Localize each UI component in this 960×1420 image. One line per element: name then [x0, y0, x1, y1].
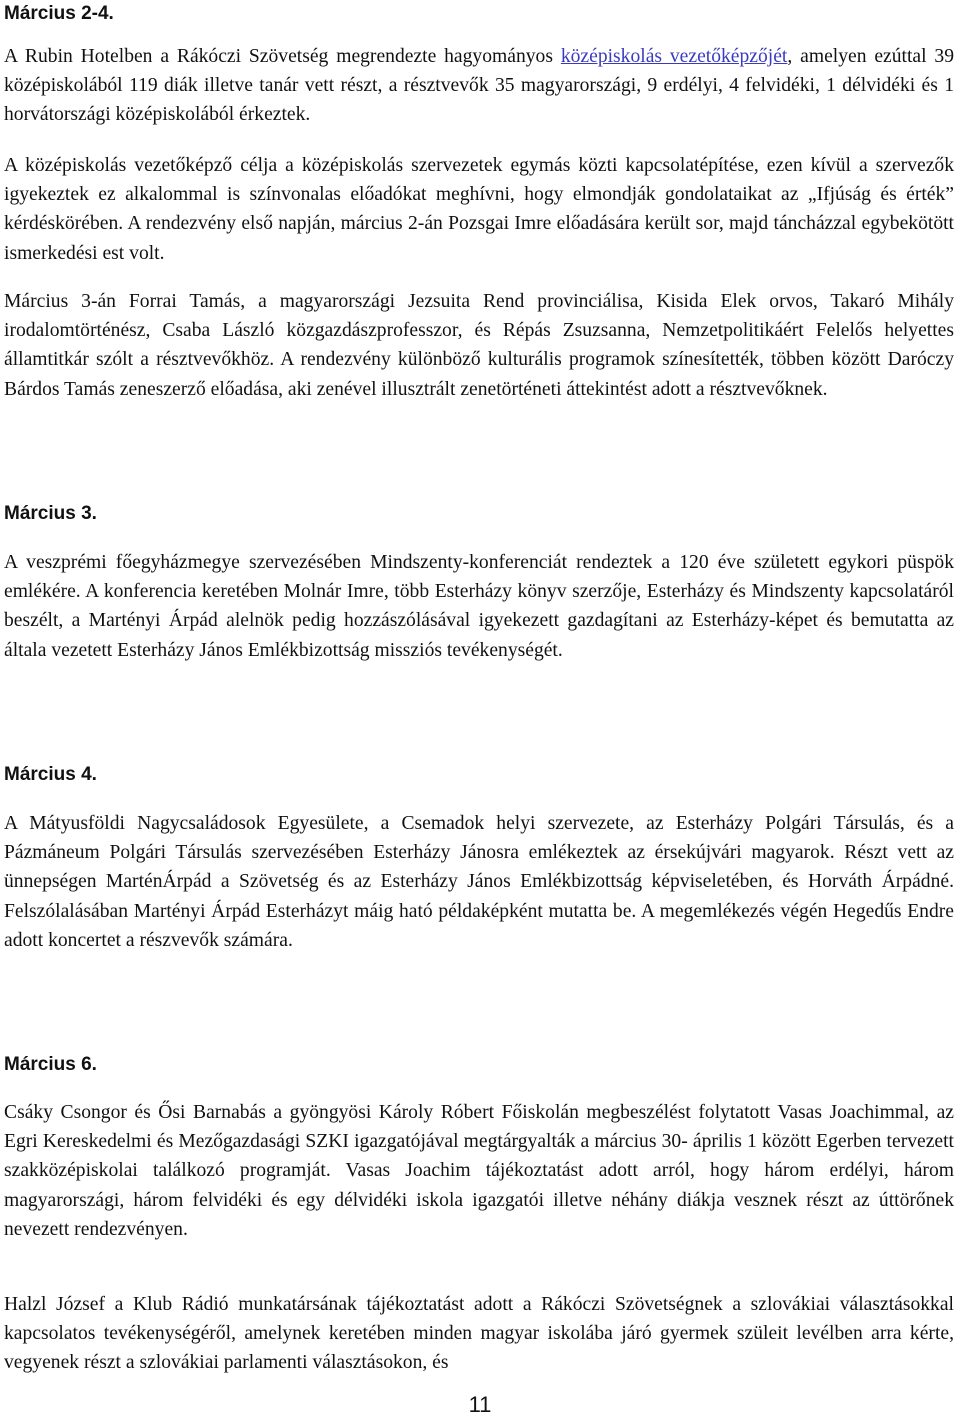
paragraph: A középiskolás vezetőképző célja a középiskolás szervezetek egymás közti kapcsolatépítése, ezen kívül a szervezők igyekeztek ez alkalommal is színvonalas előadókat meghívni, hogy elmondják gondolataikat az „Ifjúság és érték” kérdéskörében. A rendezvény első napján, március 2-án Pozsgai Imre előadására került sor, majd táncházzal egybekötött ismerkedési est volt. [4, 155, 954, 264]
paragraph: A veszprémi főegyházmegye szervezésében Mindszenty-konferenciát rendeztek a 120 éve született egykori püspök emlékére. A konferencia keretében Molnár Imre, több Esterházy könyv szerzője, Esterházy és Mindszenty kapcsolatáról beszélt, a Martényi Árpád alelnök pedig hozzászólásával igyekezett gazdagítani az Esterházy-képet és bemutatta az általa vezetett Esterházy János Emlékbizottság missziós tevékenységét. [4, 552, 954, 661]
section-heading: Március 6. [4, 1054, 97, 1075]
vezetokepzo-link[interactable]: középiskolás vezetőképzőjét [560, 46, 788, 67]
paragraph [4, 42, 954, 130]
paragraph-text: , amelyen ezúttal 39 középiskolából 119 diák illetve tanár vett részt, a résztvevők 35 magyarországi, 9 erdélyi, 4 felvidéki, 1 délvidéki és 1 horvátországi középiskolából érkeztek. [4, 46, 955, 126]
paragraph: Március 3-án Forrai Tamás, a magyarországi Jezsuita Rend provinciálisa, Kisida Elek orvos, Takaró Mihály irodalomtörténész, Csaba László közgazdászprofesszor, és Répás Zsuzsanna, Nemzetpolitikáért Felelős helyettes államtitkár szólt a résztvevőkhöz. A rendezvény különböző kulturális programok színesítették, többen között Daróczy Bárdos Tamás zeneszerző előadása, aki zenével illusztrált zenetörténeti áttekintést adott a résztvevőknek. [4, 291, 954, 400]
paragraph: Halzl József a Klub Rádió munkatársának tájékoztatást adott a Rákóczi Szövetségnek a szlovákiai választásokkal kapcsolatos tevékenységéről, amelynek keretében minden magyar iskolába járó gyermek szüleit levélben arra kérte, vegyenek részt a szlovákiai parlamenti választásokon, és [4, 1294, 954, 1374]
page-number: 11 [468, 1392, 492, 1417]
paragraph: A Mátyusföldi Nagycsaládosok Egyesülete, a Csemadok helyi szervezete, az Esterházy Polgári Társulás, és a Pázmáneum Polgári Társulás szervezésében Esterházy Jánosra emlékeztek az érsekújvári magyarok. Részt vett az ünnepségen MarténÁrpád a Szövetség és az Esterházy János Emlékbizottság képviseletében, és Horváth Árpádné. Felszólalásában Martényi Árpád Esterházyt máig ható példaképként mutatta be. A megemlékezés végén Hegedűs Endre adott koncertet a részvevők számára. [4, 813, 954, 951]
section-heading: Március 4. [4, 764, 97, 785]
paragraph-text: A Rubin Hotelben a Rákóczi Szövetség megrendezte hagyományos [4, 46, 561, 67]
paragraph: Csáky Csongor és Ősi Barnabás a gyöngyösi Károly Róbert Főiskolán megbeszélést folytatott Vasas Joachimmal, az Egri Kereskedelmi és Mezőgazdasági SZKI igazgatójával megtárgyalták a március 30- április 1 között Egerben tervezett szakközépiskolai találkozó programját. Vasas Joachim tájékoztatást adott arról, hogy három erdélyi, három magyarországi, három felvidéki és egy délvidéki iskola igazgatói illetve néhány diákja vesznek részt az úttörőnek nevezett rendezvényen. [4, 1102, 954, 1240]
section-heading: Március 3. [4, 503, 97, 524]
section-heading: Március 2-4. [4, 3, 114, 24]
